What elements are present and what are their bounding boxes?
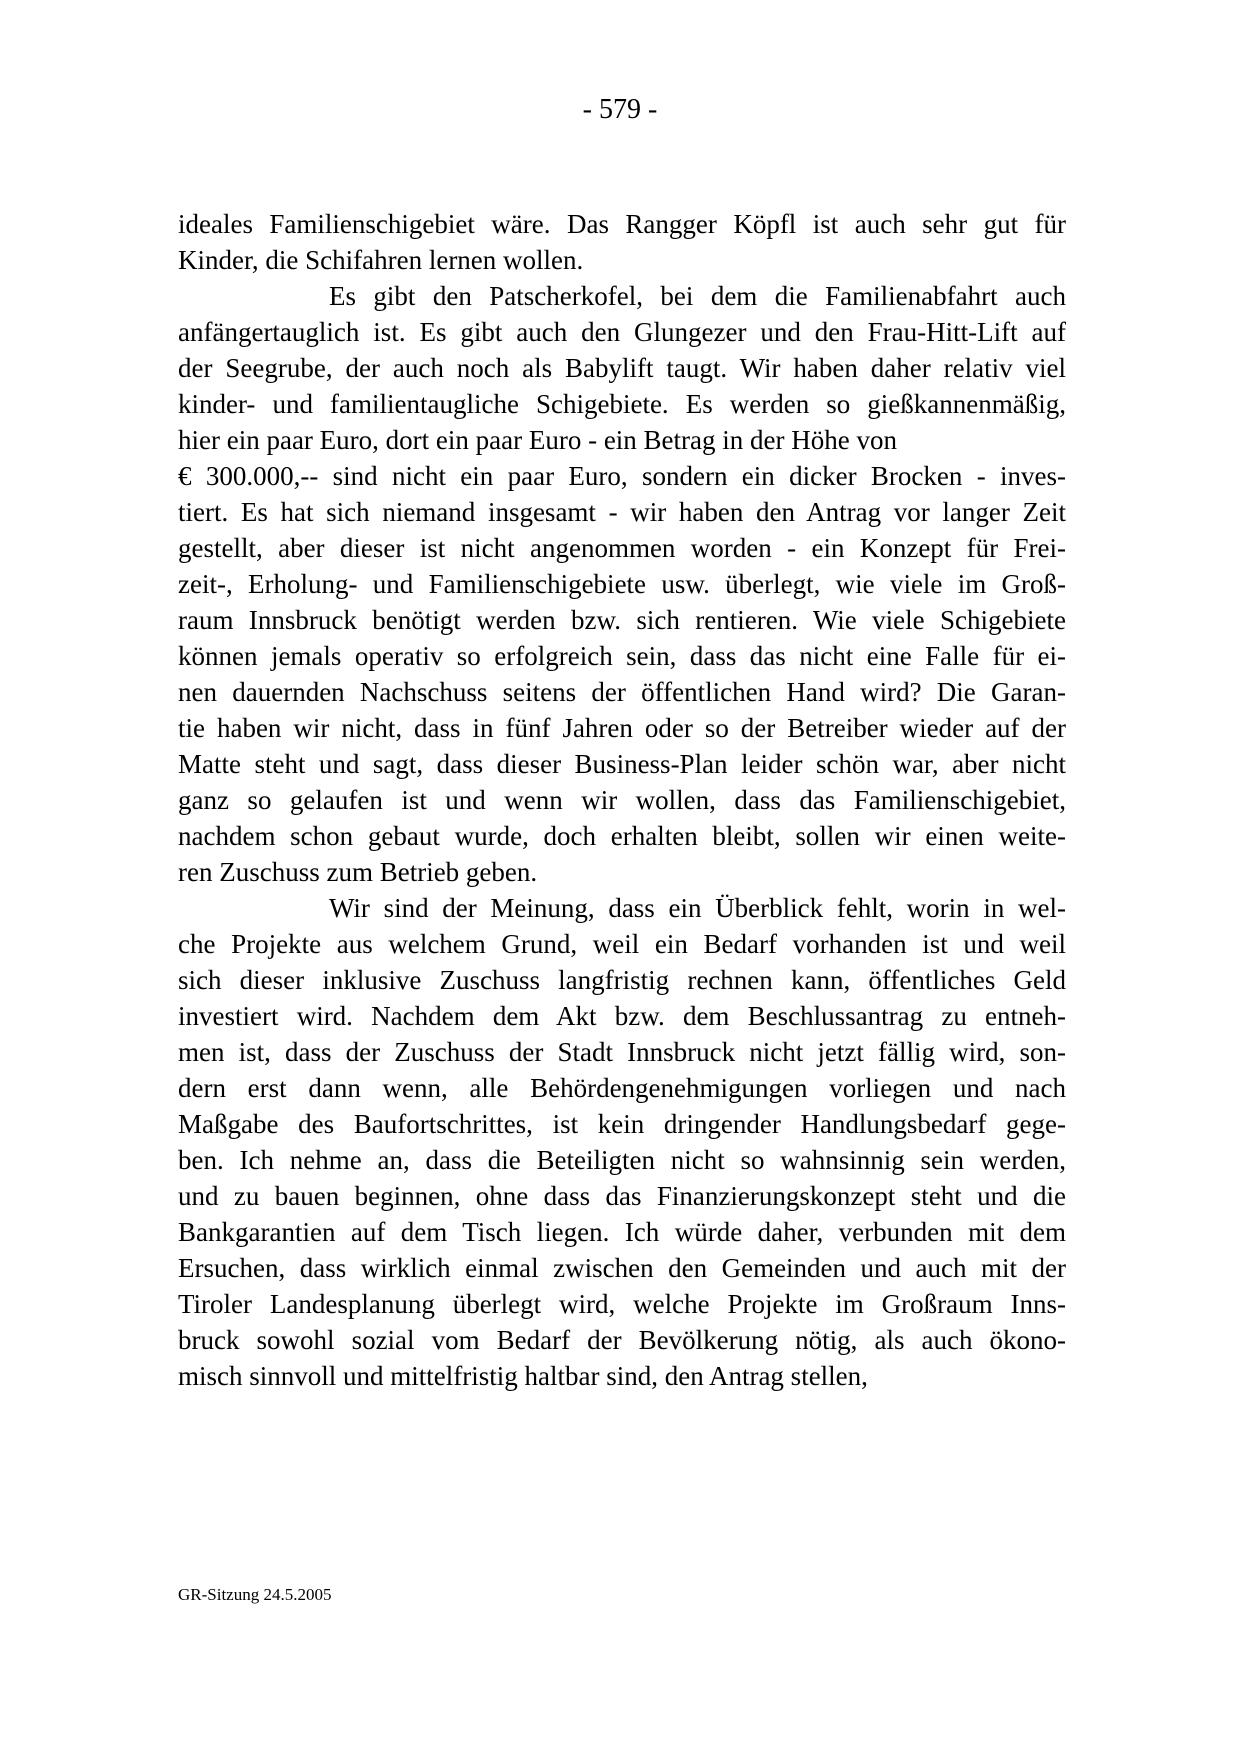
text-line: dern erst dann wenn, alle Behördengenehmigungen vorliegen und nach (178, 1073, 1066, 1103)
text-line: Matte steht und sagt, dass dieser Business-Plan leider schön war, aber nicht (178, 749, 1066, 779)
body-text (178, 206, 1066, 1394)
text-line: Kinder, die Schifahren lernen wollen. (178, 245, 584, 275)
text-line: ren Zuschuss zum Betrieb geben. (178, 857, 538, 887)
text-line: nachdem schon gebaut wurde, doch erhalten bleibt, sollen wir einen weite- (178, 821, 1066, 851)
text-line: € 300.000,-- sind nicht ein paar Euro, sondern ein dicker Brocken - inves- (178, 461, 1066, 491)
text-line: Tiroler Landesplanung überlegt wird, welche Projekte im Großraum Inns- (178, 1289, 1066, 1319)
text-line: Bankgarantien auf dem Tisch liegen. Ich würde daher, verbunden mit dem (178, 1217, 1066, 1247)
text-line: gestellt, aber dieser ist nicht angenommen worden - ein Konzept für Frei- (178, 533, 1066, 563)
text-line: bruck sowohl sozial vom Bedarf der Bevölkerung nötig, als auch ökono- (178, 1325, 1066, 1355)
text-line: raum Innsbruck benötigt werden bzw. sich rentieren. Wie viele Schigebiete (178, 605, 1066, 635)
text-line: und zu bauen beginnen, ohne dass das Finanzierungskonzept steht und die (178, 1181, 1066, 1211)
text-line: tie haben wir nicht, dass in fünf Jahren oder so der Betreiber wieder auf der (178, 713, 1066, 743)
text-line: der Seegrube, der auch noch als Babylift taugt. Wir haben daher relativ viel (178, 353, 1066, 383)
text-line: ideales Familienschigebiet wäre. Das Rangger Köpfl ist auch sehr gut für (178, 209, 1066, 239)
text-line: Maßgabe des Baufortschrittes, ist kein dringender Handlungsbedarf gege- (178, 1109, 1066, 1139)
text-line: sich dieser inklusive Zuschuss langfristig rechnen kann, öffentliches Geld (178, 965, 1066, 995)
text-line: können jemals operativ so erfolgreich sein, dass das nicht eine Falle für ei- (178, 641, 1066, 671)
text-line: che Projekte aus welchem Grund, weil ein Bedarf vorhanden ist und weil (178, 929, 1066, 959)
text-line: men ist, dass der Zuschuss der Stadt Innsbruck nicht jetzt fällig wird, son- (178, 1037, 1066, 1067)
text-line: nen dauernden Nachschuss seitens der öffentlichen Hand wird? Die Garan- (178, 677, 1066, 707)
text-line: Wir sind der Meinung, dass ein Überblick fehlt, worin in wel- (329, 893, 1066, 923)
text-line: zeit-, Erholung- und Familienschigebiete usw. überlegt, wie viele im Groß- (178, 569, 1066, 599)
text-line: hier ein paar Euro, dort ein paar Euro - ein Betrag in der Höhe von (178, 425, 897, 455)
text-line: ganz so gelaufen ist und wenn wir wollen, dass das Familienschigebiet, (178, 785, 1066, 815)
text-line: anfängertauglich ist. Es gibt auch den Glungezer und den Frau-Hitt-Lift auf (178, 317, 1066, 347)
paragraph-1 (178, 206, 1066, 278)
text-line: kinder- und familientaugliche Schigebiete. Es werden so gießkannenmäßig, (178, 389, 1066, 419)
text-line: tiert. Es hat sich niemand insgesamt - wir haben den Antrag vor langer Zeit (178, 497, 1066, 527)
paragraph-3 (178, 890, 1066, 1394)
page-number: - 579 - (582, 94, 658, 125)
paragraph-2 (178, 278, 1066, 890)
footer-session-date: GR-Sitzung 24.5.2005 (178, 1585, 332, 1604)
text-line: Es gibt den Patscherkofel, bei dem die Familienabfahrt auch (329, 281, 1066, 311)
text-line: investiert wird. Nachdem dem Akt bzw. dem Beschlussantrag zu entneh- (178, 1001, 1066, 1031)
text-line: ben. Ich nehme an, dass die Beteiligten nicht so wahnsinnig sein werden, (178, 1145, 1066, 1175)
text-line: Ersuchen, dass wirklich einmal zwischen den Gemeinden und auch mit der (178, 1253, 1066, 1283)
text-line: misch sinnvoll und mittelfristig haltbar sind, den Antrag stellen, (178, 1361, 868, 1391)
